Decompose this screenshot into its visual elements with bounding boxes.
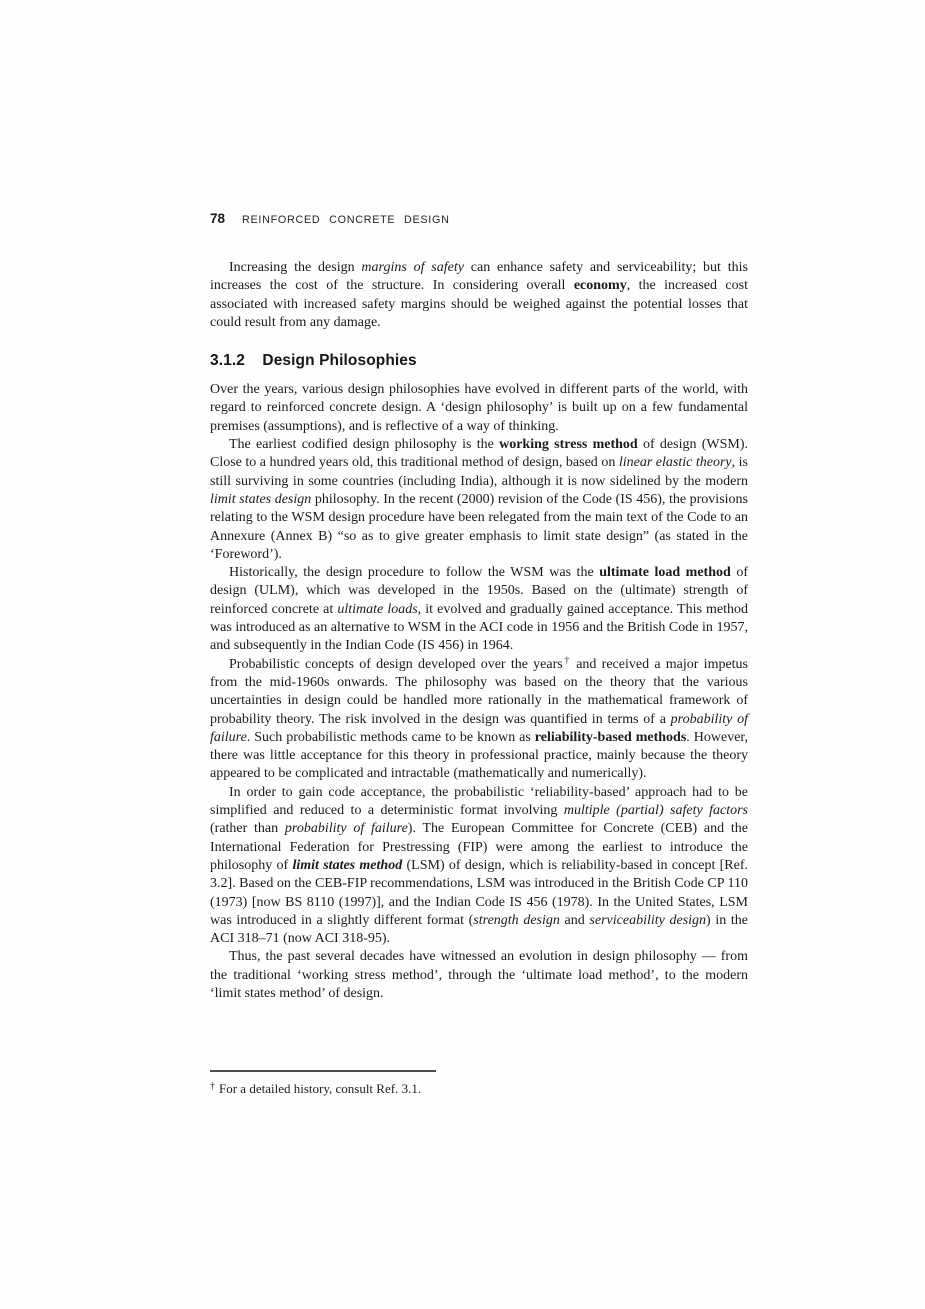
text-block bbox=[210, 211, 748, 1003]
paragraph-limit-states-method: In order to gain code acceptance, the probabilistic ‘reliability-based’ approach had to be simplified and reduced to a deterministic format involving multiple (partial) safety factors (rather than probability of failure). The European Committee for Concrete (CEB) and the International Federation for Prestressing (FIP) were among the earliest to introduce the philosophy of limit states method (LSM) of design, which is reliability-based in concept [Ref. 3.2]. Based on the CEB-FIP recommendations, LSM was introduced in the British Code CP 110 (1973) [now BS 8110 (1997)], and the Indian Code IS 456 (1978). In the United States, LSM was introduced in a slightly different format (strength design and serviceability design) in the ACI 318–71 (now ACI 318-95). bbox=[210, 784, 749, 947]
paragraph-philosophies-overview: Over the years, various design philosophies have evolved in different parts of the world, with regard to reinforced concrete design. A ‘design philosophy’ is built up on a few fundamental premises (assumptions), and is reflective of a way of thinking. bbox=[210, 382, 748, 434]
paragraph-ultimate-load-method: Historically, the design procedure to follow the WSM was the ultimate load method of design (ULM), which was developed in the 1950s. Based on the (ultimate) strength of reinforced concrete at ultimate loads, it evolved and gradually gained acceptance. This method was introduced as an alternative to WSM in the ACI code in 1956 and the British Code in 1957, and subsequently in the Indian Code (IS 456) in 1964. bbox=[210, 565, 748, 654]
paragraph-safety-economy: Increasing the design margins of safety can enhance safety and serviceability; but this increases the cost of the structure. In considering overall economy, the increased cost associated with increased safety margins should be weighed against the potential losses that could result from any damage. bbox=[210, 260, 748, 330]
section-number: 3.1.2 bbox=[210, 352, 245, 370]
section-title: Design Philosophies bbox=[262, 352, 417, 370]
footnote-text bbox=[210, 1081, 748, 1097]
running-title: REINFORCED CONCRETE DESIGN bbox=[242, 214, 450, 226]
paragraph-evolution-summary: Thus, the past several decades have witnessed an evolution in design philosophy — from the traditional ‘working stress method’, through the ‘ultimate load method’, to the modern ‘limit states method’ of design. bbox=[210, 949, 748, 1001]
footnote-divider bbox=[210, 1070, 436, 1072]
section-heading bbox=[210, 352, 748, 370]
footnote bbox=[210, 1070, 748, 1097]
footnote-body: For a detailed history, consult Ref. 3.1. bbox=[219, 1081, 422, 1096]
paragraph-probabilistic-concepts: Probabilistic concepts of design developed over the years† and received a major impetus from the mid-1960s onwards. The philosophy was based on the theory that the various uncertainties in design could be handled more rationally in the mathematical framework of probability theory. The risk involved in the design was quantified in terms of a probability of failure. Such probabilistic methods came to be known as reliability-based methods. However, there was little acceptance for this theory in professional practice, mainly because the theory appeared to be complicated and intractable (mathematically and numerically). bbox=[210, 655, 749, 782]
footnote-marker: † bbox=[210, 1081, 215, 1092]
page-header bbox=[210, 211, 748, 226]
page-number: 78 bbox=[210, 211, 226, 226]
paragraph-working-stress-method: The earliest codified design philosophy is the working stress method of design (WSM). Close to a hundred years old, this traditional method of design, based on linear elastic theory, is still surviving in some countries (including India), although it is now sidelined by the modern limit states design philosophy. In the recent (2000) revision of the Code (IS 456), the provisions relating to the WSM design procedure have been relegated from the main text of the Code to an Annexure (Annex B) “so as to give greater emphasis to limit state design” (as stated in the ‘Foreword’). bbox=[210, 437, 748, 562]
